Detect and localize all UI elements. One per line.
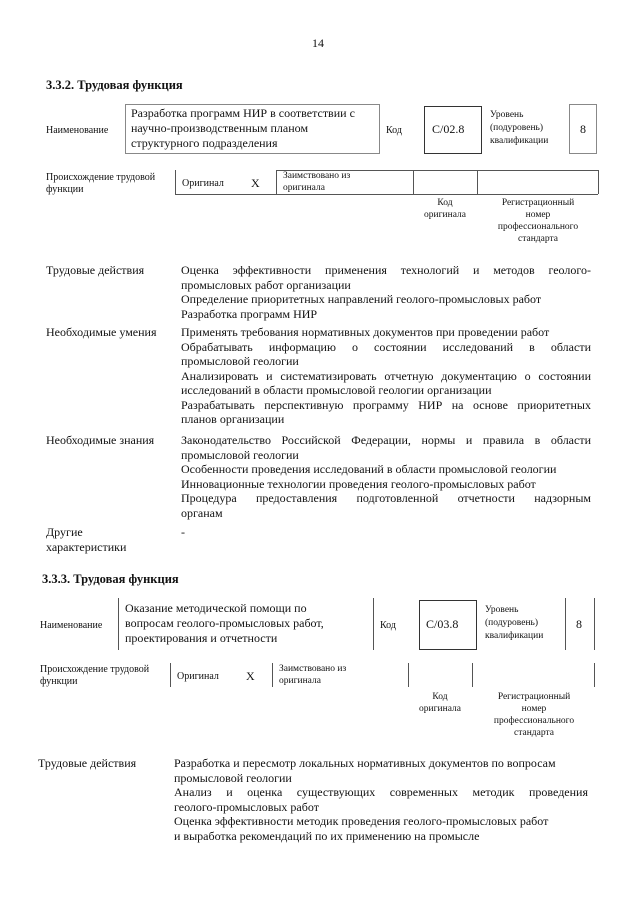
name-box-left [118,598,119,650]
actions-line: и выработка рекомендаций по их применению на промысле [174,828,480,843]
reg-number-line: стандарта [514,728,554,738]
name-box-right [373,598,374,650]
level-label-line: (подуровень) [485,618,539,628]
original-label: Оригинал [182,178,224,189]
original-mark: X [251,176,260,190]
origin-label-line: Происхождение трудовой [40,664,150,675]
actions-line: Разработка программ НИР [181,306,318,321]
other-label-line: Другие [46,525,83,539]
section-title: 3.3.2. Трудовая функция [46,78,183,92]
actions-line: Разработка и пересмотр локальных нормативных документов по вопросам [174,756,556,770]
reg-number-line: профессионального [493,716,575,726]
code-original-line: оригинала [424,210,466,220]
name-value-line: научно-производственным планом [131,121,309,135]
skills-list [181,325,591,427]
borrowed-label-line: оригинала [283,183,325,193]
name-value-line: структурного подразделения [131,136,278,150]
skills-line: промысловой геологии [181,354,299,368]
reg-number-line: Регистрационный [497,692,571,702]
code-value: C/02.8 [432,122,465,136]
actions-line: Анализ и оценка существующих современных методик проведения [174,785,588,799]
origin-divider [598,170,599,194]
code-original-line: оригинала [419,704,461,714]
actions-line: Оценка эффективности применения технологий и методов геолого- [181,263,591,277]
origin-label-line: функции [46,184,84,195]
name-value-line: Оказание методической помощи по [125,601,307,615]
level-label-line: (подуровень) [490,123,544,133]
level-label-line: квалификации [490,136,549,146]
section-title: 3.3.3. Трудовая функция [42,572,179,586]
origin-baseline [175,194,598,195]
original-label: Оригинал [177,671,219,682]
skills-line: Анализировать и систематизировать отчетную документацию о состоянии [181,368,591,383]
knowledge-line: Особенности проведения исследований в области промысловой геологии [181,462,557,476]
skills-line: Обрабатывать информацию о состоянии исследований в области [181,339,591,354]
name-label: Наименование [46,125,109,136]
skills-label: Необходимые умения [46,325,157,339]
origin-divider [170,663,171,687]
other-label-line: характеристики [46,540,127,554]
knowledge-line: органам [181,505,223,520]
reg-number-line: номер [525,210,551,220]
page-number: 14 [312,36,324,50]
actions-label: Трудовые действия [46,263,145,277]
origin-divider [472,663,473,687]
skills-line: Применять требования нормативных документов при проведении работ [181,325,550,339]
level-box-left [565,598,566,650]
actions-line: Оценка эффективности методик проведения геолого-промысловых работ [174,814,549,828]
borrowed-label-line: Заимствовано из [283,171,351,181]
name-value-line: Разработка программ НИР в соответствии с [131,106,355,120]
level-value: 8 [576,617,582,631]
knowledge-line: Законодательство Российской Федерации, нормы и правила в области [181,433,591,447]
name-value-line: проектирования и отчетности [125,631,278,645]
level-label-line: квалификации [485,631,544,641]
code-original-line: Код [432,692,448,702]
origin-divider [175,170,176,194]
origin-divider [276,170,277,194]
reg-number-line: Регистрационный [501,198,575,208]
knowledge-label: Необходимые знания [46,433,155,447]
skills-line: Разрабатывать перспективную программу НИР на основе приоритетных [181,397,591,412]
code-label: Код [386,125,402,136]
borrowed-label-line: оригинала [279,676,321,686]
reg-number-line: профессионального [497,222,579,232]
original-mark: X [246,669,255,683]
origin-label-line: функции [40,676,78,687]
actions-list [174,756,588,843]
level-label-line: Уровень [485,605,519,615]
origin-divider [477,170,478,194]
actions-line: геолого-промысловых работ [174,799,319,814]
borrowed-label-line: Заимствовано из [279,664,347,674]
origin-divider [272,663,273,687]
actions-label: Трудовые действия [38,756,137,770]
reg-number-line: стандарта [518,234,558,244]
origin-divider [413,170,414,194]
other-value: - [181,525,185,539]
code-label: Код [380,620,396,631]
reg-number-line: номер [521,704,547,714]
name-label: Наименование [40,620,103,631]
code-value: C/03.8 [426,617,459,631]
name-value-line: вопросам геолого-промысловых работ, [125,616,324,630]
knowledge-line: промысловой геологии [181,447,299,462]
actions-line: промысловой геологии [174,770,292,785]
actions-line: промысловых работ организации [181,277,351,292]
level-value: 8 [580,122,586,136]
origin-divider [408,663,409,687]
knowledge-line: Инновационные технологии проведения геолого-промысловых работ [181,476,536,491]
level-label-line: Уровень [490,110,524,120]
knowledge-line: Процедура предоставления подготовленной отчетности надзорным [181,491,591,505]
actions-line: Определение приоритетных направлений геолого-промысловых работ [181,292,542,306]
code-original-line: Код [437,198,453,208]
actions-list [181,263,591,321]
skills-line: планов организации [181,412,285,426]
knowledge-list [181,433,591,520]
origin-divider [594,663,595,687]
skills-line: исследований в области промысловой геологии организации [181,383,492,397]
origin-label-line: Происхождение трудовой [46,172,156,183]
level-box-right [594,598,595,650]
